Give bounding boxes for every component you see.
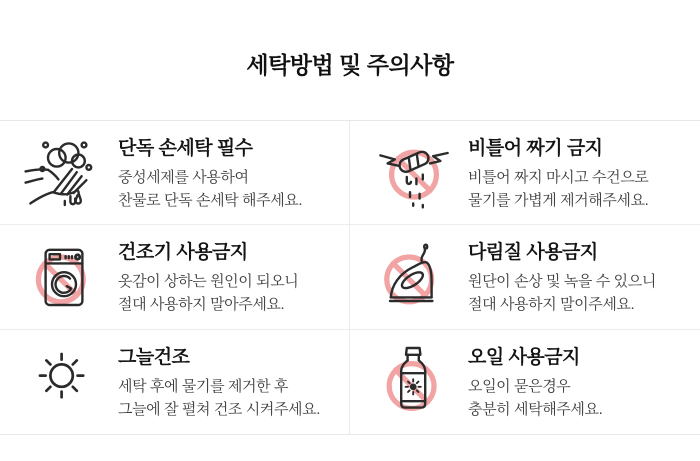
care-item-no-wring [350,121,700,225]
care-item-no-dryer [0,225,350,329]
item-desc-line: 중성세제를 사용하여 [118,169,249,187]
item-title: 다림질 사용금지 [468,242,598,264]
page-title: 세탁방법 및 주의사항 [246,52,454,78]
item-desc-line: 원단이 손상 및 녹을 수 있으니 [468,273,656,291]
item-desc-line: 절대 사용하지 말아주세요. [118,295,285,313]
item-desc-line: 충분히 세탁해주세요. [468,400,603,418]
item-desc-line: 찬물로 단독 손세탁 해주세요. [118,191,303,209]
item-title: 비틀어 짜기 금지 [468,138,603,160]
item-desc-line: 오일이 묻은경우 [468,378,571,396]
item-desc-line: 비틀어 짜지 마시고 수건으로 [468,169,649,187]
item-desc-line: 물기를 가볍게 제거해주세요. [468,191,649,209]
no-wring-icon [372,131,456,215]
item-title: 그늘건조 [118,347,190,369]
care-grid [0,120,700,435]
item-title: 건조기 사용금지 [118,242,248,264]
hand-wash-icon [22,131,106,215]
item-desc-line: 옷감이 상하는 원인이 되오니 [118,273,299,291]
care-item-hand-wash [0,121,350,225]
item-title: 단독 손세탁 필수 [118,138,253,160]
item-desc-line: 세탁 후에 물기를 제거한 후 [118,378,289,396]
no-dryer-icon [22,235,106,319]
no-oil-icon [372,340,456,424]
care-item-no-oil [350,330,700,434]
item-desc-line: 절대 사용하지 말이주세요. [468,295,635,313]
shade-dry-icon [22,340,106,424]
care-item-shade-dry [0,330,350,434]
no-iron-icon [372,235,456,319]
item-title: 오일 사용금지 [468,347,580,369]
item-desc-line: 그늘에 잘 펼쳐 건조 시켜주세요. [118,400,321,418]
care-item-no-iron [350,225,700,329]
